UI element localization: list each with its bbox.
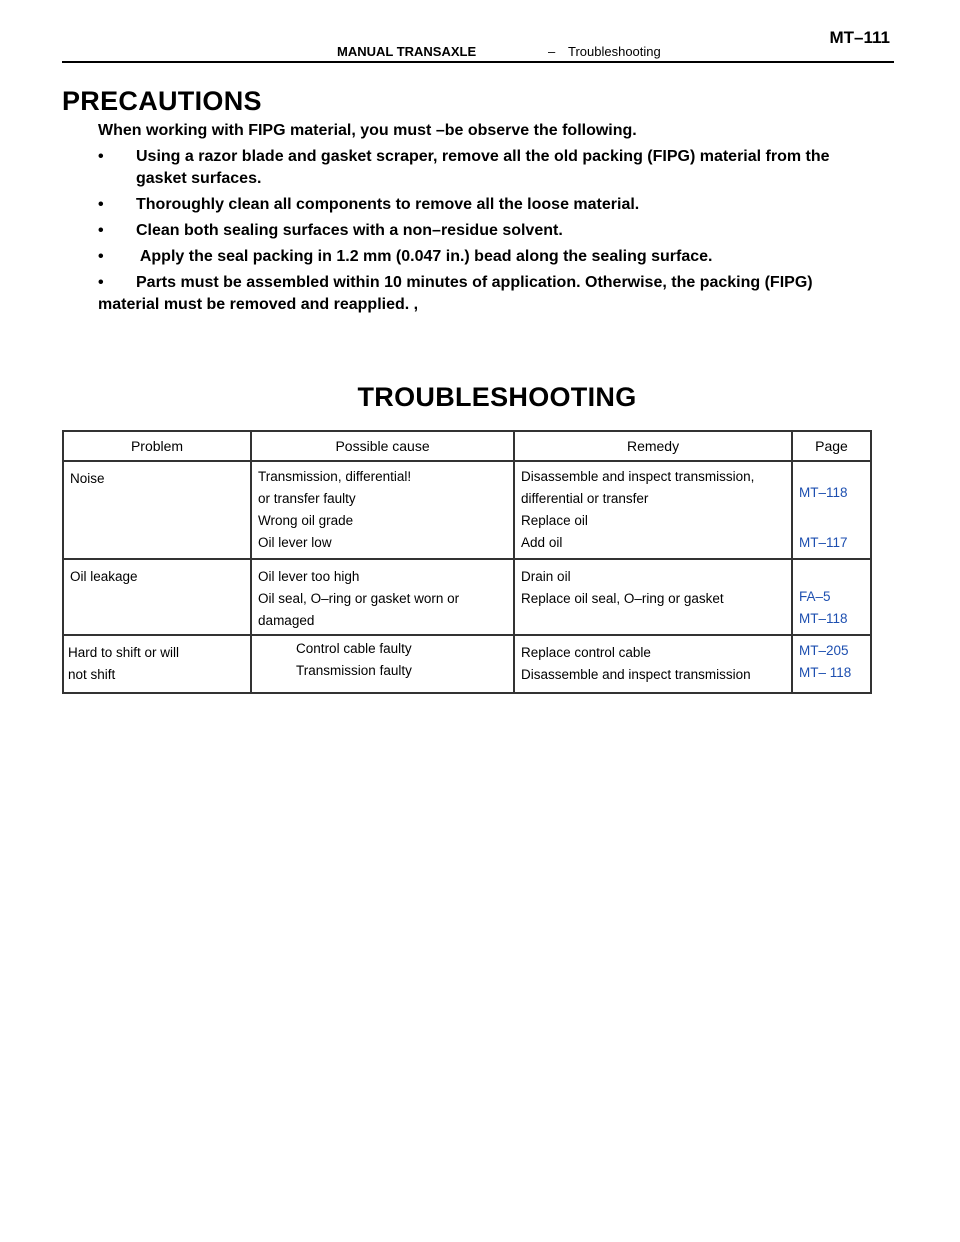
page-ref-link[interactable]: MT–118 (799, 485, 848, 500)
precaution-text: Apply the seal packing in 1.2 mm (0.047 in.) bead along the sealing surface. (136, 248, 713, 265)
remedy-cell (514, 461, 792, 559)
cause-text: Oil lever low (258, 535, 332, 550)
remedy-text: Replace oil seal, O–ring or gasket (521, 591, 724, 606)
problem-cell (63, 559, 251, 635)
cause-text: or transfer faulty (258, 491, 356, 506)
problem-text: not shift (68, 667, 116, 682)
table-row (63, 635, 871, 693)
remedy-text: Replace control cable (521, 645, 651, 660)
page-ref-link[interactable]: MT–117 (799, 535, 848, 550)
precaution-item (98, 194, 888, 216)
bullet-icon: • (98, 196, 104, 213)
page-ref-link[interactable]: MT– 118 (799, 665, 852, 680)
cause-text: Wrong oil grade (258, 513, 354, 528)
precaution-text: Parts must be assembled within 10 minutes of application. Otherwise, the packing (FIPG) (136, 274, 813, 291)
page-cell (792, 559, 871, 635)
precaution-item (98, 220, 888, 242)
precaution-text: Thoroughly clean all components to remove all the loose material. (136, 196, 640, 213)
col-header-remedy: Remedy (514, 431, 792, 461)
cause-cell (251, 461, 514, 559)
bullet-icon: • (98, 222, 104, 239)
problem-cell (63, 461, 251, 559)
col-header-page: Page (792, 431, 871, 461)
remedy-cell (514, 559, 792, 635)
col-header-cause: Possible cause (251, 431, 514, 461)
remedy-text: Disassemble and inspect transmission, (521, 469, 755, 484)
problem-cell (63, 635, 251, 693)
cause-text: damaged (258, 613, 315, 628)
page-cell (792, 635, 871, 693)
precautions-intro: When working with FIPG material, you must –be observe the following. (98, 122, 637, 139)
precaution-text: Clean both sealing surfaces with a non–residue solvent. (136, 222, 563, 239)
table-row (63, 559, 871, 635)
header-separator: – (548, 44, 556, 59)
page-ref-link[interactable]: MT–205 (799, 643, 849, 658)
precaution-text-cont: gasket surfaces. (136, 170, 262, 187)
cause-text: Oil lever too high (258, 569, 360, 584)
page-ref-link[interactable]: MT–118 (799, 611, 848, 626)
table-row (63, 461, 871, 559)
cause-text: Oil seal, O–ring or gasket worn or (258, 591, 460, 606)
precaution-item (98, 146, 888, 190)
table-header-row (63, 431, 871, 461)
header-rule (62, 61, 894, 63)
cause-text: Control cable faulty (296, 641, 412, 656)
precaution-item (98, 272, 888, 294)
precaution-item (98, 246, 888, 268)
col-header-problem: Problem (63, 431, 251, 461)
precautions-title: PRECAUTIONS (62, 86, 262, 116)
precautions-list (98, 146, 888, 298)
bullet-icon: • (98, 248, 104, 265)
precautions-closing: material must be removed and reapplied. , (98, 296, 419, 313)
bullet-icon: • (98, 274, 104, 291)
cause-text: Transmission, differential! (258, 469, 412, 484)
precaution-text: Using a razor blade and gasket scraper, remove all the old packing (FIPG) material from the (136, 148, 830, 165)
problem-text: Noise (70, 471, 105, 486)
header-topic: Troubleshooting (568, 44, 661, 59)
remedy-text: Disassemble and inspect transmission (521, 667, 751, 682)
cause-cell (251, 635, 514, 693)
remedy-text: Add oil (521, 535, 563, 550)
page-cell (792, 461, 871, 559)
troubleshooting-table (62, 430, 872, 694)
page-number: MT–111 (829, 28, 890, 47)
troubleshooting-title: TROUBLESHOOTING (357, 382, 637, 412)
cause-cell (251, 559, 514, 635)
remedy-cell (514, 635, 792, 693)
page-ref-link[interactable]: FA–5 (799, 589, 831, 604)
cause-text: Transmission faulty (296, 663, 412, 678)
remedy-text: Replace oil (521, 513, 588, 528)
header-section: MANUAL TRANSAXLE (337, 44, 477, 59)
bullet-icon: • (98, 148, 104, 165)
problem-text: Hard to shift or will (68, 645, 180, 660)
problem-text: Oil leakage (70, 569, 138, 584)
remedy-text: Drain oil (521, 569, 571, 584)
remedy-text: differential or transfer (521, 491, 649, 506)
page-header (62, 28, 894, 62)
